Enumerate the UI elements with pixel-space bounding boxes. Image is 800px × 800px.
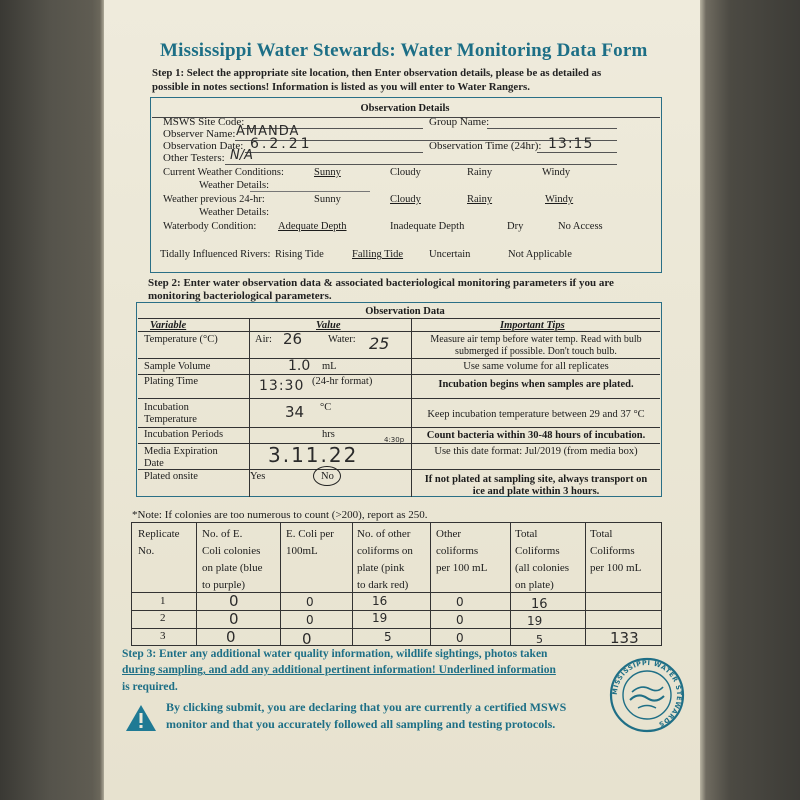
rep1-total[interactable]: 16 (531, 597, 548, 612)
current-weather-sunny[interactable]: Sunny (314, 167, 341, 178)
sample-volume-label: Sample Volume (144, 361, 211, 372)
plated-onsite-tip-1: If not plated at sampling site, always transport on (424, 474, 648, 485)
sample-volume-value[interactable]: 1.0 (288, 358, 311, 374)
waterbody-inadequate[interactable]: Inadequate Depth (390, 221, 465, 232)
rep3-ecoli-100[interactable]: 0 (302, 630, 312, 648)
header-ecoli-colonies: No. of E. Coli colonies on plate (blue to purple) (202, 528, 263, 591)
rep1-other-100[interactable]: 0 (456, 595, 464, 609)
sample-volume-tip: Use same volume for all replicates (463, 361, 609, 372)
plating-time-value[interactable]: 13:30 (259, 378, 305, 394)
step2-instructions-1: Step 2: Enter water observation data & associated bacteriological monitoring parameters if you are (148, 277, 614, 289)
observer-label: Observer Name: (163, 128, 236, 140)
rep3-other-100[interactable]: 0 (456, 631, 464, 645)
rep1-ecoli-100[interactable]: 0 (306, 595, 314, 609)
prev-weather-sunny[interactable]: Sunny (314, 194, 341, 205)
date-label: Observation Date: (163, 140, 244, 152)
tidal-falling[interactable]: Falling Tide (352, 249, 404, 260)
svg-text:MISSISSIPPI WATER STEWARDS: MISSISSIPPI WATER STEWARDS (610, 658, 684, 729)
submit-declaration-2: monitor and that you accurately followed all sampling and testing protocols. (166, 717, 556, 731)
site-code-label: MSWS Site Code: (163, 116, 245, 128)
header-ecoli-per-100: E. Coli per 100mL (286, 528, 334, 557)
weather-details-label-1: Weather Details: (199, 180, 269, 191)
observer-value[interactable]: AMANDA (236, 124, 300, 139)
header-replicate: Replicate No. (138, 528, 180, 557)
rep3-no: 3 (160, 630, 166, 642)
rep3-ecoli[interactable]: 0 (226, 628, 236, 646)
current-weather-windy[interactable]: Windy (542, 167, 571, 178)
step1-instructions-2: possible in notes sections! Information is listed as you will enter to Water Rangers. (152, 81, 530, 93)
incubation-temp-tip: Keep incubation temperature between 29 and 37 °C (427, 409, 645, 420)
plated-onsite-tip-2: ice and plate within 3 hours. (472, 486, 600, 497)
rep2-ecoli[interactable]: 0 (229, 610, 239, 628)
plating-time-tip: Incubation begins when samples are plated. (438, 379, 634, 390)
prev-weather-rainy[interactable]: Rainy (467, 194, 493, 205)
prev-weather-windy[interactable]: Windy (545, 194, 574, 205)
waterbody-dry[interactable]: Dry (507, 221, 524, 232)
media-exp-label-1: Media Expiration (144, 446, 218, 457)
temp-tip-2: submerged if possible. Don't touch bulb. (455, 346, 617, 357)
media-exp-value[interactable]: 3.11.22 (268, 443, 359, 467)
waterbody-no-access[interactable]: No Access (558, 221, 603, 232)
rep2-other-100[interactable]: 0 (456, 613, 464, 627)
other-testers-value[interactable]: N/A (230, 148, 253, 163)
warning-icon (124, 703, 158, 733)
rep1-ecoli[interactable]: 0 (229, 592, 239, 610)
header-variable: Variable (150, 320, 187, 331)
header-tips: Important Tips (500, 320, 565, 331)
rep2-other[interactable]: 19 (372, 611, 388, 625)
group-name-label: Group Name: (429, 116, 490, 128)
header-value: Value (316, 320, 341, 331)
plated-no[interactable]: No (321, 471, 334, 482)
incubation-periods-label: Incubation Periods (144, 429, 224, 440)
rep2-ecoli-100[interactable]: 0 (306, 613, 314, 627)
other-testers-label: Other Testers: (163, 152, 225, 164)
media-exp-tip: Use this date format: Jul/2019 (from media box) (434, 446, 638, 457)
tidal-rising[interactable]: Rising Tide (275, 249, 324, 260)
incubation-periods-tip: Count bacteria within 30-48 hours of incubation. (426, 430, 646, 441)
current-weather-cloudy[interactable]: Cloudy (390, 167, 421, 178)
group-name-field[interactable] (487, 128, 617, 129)
rep2-no: 2 (160, 612, 166, 624)
air-value[interactable]: 26 (283, 330, 303, 348)
media-exp-label-2: Date (144, 458, 164, 469)
header-other-coliforms-100: Other coliforms per 100 mL (436, 528, 488, 574)
incubation-temp-unit: °C (320, 402, 332, 413)
colonies-note: *Note: If colonies are too numerous to count (>200), report as 250. (132, 509, 428, 521)
header-total-coliforms-100: Total Coliforms per 100 mL (590, 528, 642, 574)
air-label: Air: (255, 334, 272, 345)
plating-time-unit: (24-hr format) (312, 376, 373, 387)
tidal-uncertain[interactable]: Uncertain (429, 249, 471, 260)
step3-line3: is required. (122, 681, 178, 693)
header-other-coliforms-plate: No. of other coliforms on plate (pink to dark red) (357, 528, 413, 591)
step2-instructions-2: monitoring bacteriological parameters. (148, 290, 332, 302)
time-value[interactable]: 13:15 (548, 136, 594, 152)
temp-label: Temperature (°C) (144, 334, 218, 345)
step1-instructions-1: Step 1: Select the appropriate site location, then Enter observation details, please be as detailed as (152, 67, 602, 79)
prev-weather-cloudy[interactable]: Cloudy (390, 194, 421, 205)
observation-data-title: Observation Data (365, 306, 445, 317)
current-weather-rainy[interactable]: Rainy (467, 167, 493, 178)
waterbody-label: Waterbody Condition: (163, 221, 257, 232)
rep3-total-100[interactable]: 133 (610, 629, 639, 647)
rep3-total[interactable]: 5 (536, 633, 543, 646)
rep1-other[interactable]: 16 (372, 594, 388, 608)
step3-line1: Step 3: Enter any additional water quality information, wildlife sightings, photos taken (122, 648, 548, 660)
observation-details-title: Observation Details (360, 103, 450, 114)
form-title: Mississippi Water Stewards: Water Monitoring Data Form (160, 40, 648, 61)
weather-details-label-2: Weather Details: (199, 207, 269, 218)
incubation-periods-unit: hrs (322, 429, 335, 440)
incubation-temp-label-2: Temperature (144, 414, 197, 425)
prev-weather-label: Weather previous 24-hr: (163, 194, 265, 205)
rep2-total[interactable]: 19 (527, 614, 543, 628)
waterbody-adequate[interactable]: Adequate Depth (278, 221, 347, 232)
header-total-coliforms-plate: Total Coliforms (all colonies on plate) (515, 528, 570, 591)
plating-time-label: Plating Time (144, 376, 198, 387)
plated-no-circle-mark (313, 466, 341, 486)
plated-yes[interactable]: Yes (250, 471, 266, 482)
incubation-temp-value[interactable]: 34 (285, 403, 305, 421)
temp-tip-1: Measure air temp before water temp. Read with bulb (430, 334, 642, 345)
submit-declaration-1: By clicking submit, you are declaring that you are currently a certified MSWS (166, 700, 567, 714)
water-label: Water: (328, 334, 356, 345)
rep1-no: 1 (160, 595, 166, 607)
step3-line2: during sampling, and add any additional pertinent information! Underlined information (122, 664, 556, 676)
date-value[interactable]: 6.2.21 (250, 136, 313, 152)
tidal-label: Tidally Influenced Rivers: (160, 249, 271, 260)
rep3-other[interactable]: 5 (384, 630, 392, 644)
current-weather-label: Current Weather Conditions: (163, 167, 284, 178)
water-stewards-seal-logo (608, 656, 686, 734)
plated-onsite-label: Plated onsite (144, 471, 198, 482)
time-label: Observation Time (24hr): (429, 140, 542, 152)
sample-volume-unit: mL (322, 361, 337, 372)
water-value[interactable]: 25 (369, 334, 390, 353)
incubation-temp-label-1: Incubation (144, 402, 189, 413)
incubation-margin-note: 4:30p (384, 436, 405, 444)
tidal-not-applicable[interactable]: Not Applicable (508, 249, 572, 260)
